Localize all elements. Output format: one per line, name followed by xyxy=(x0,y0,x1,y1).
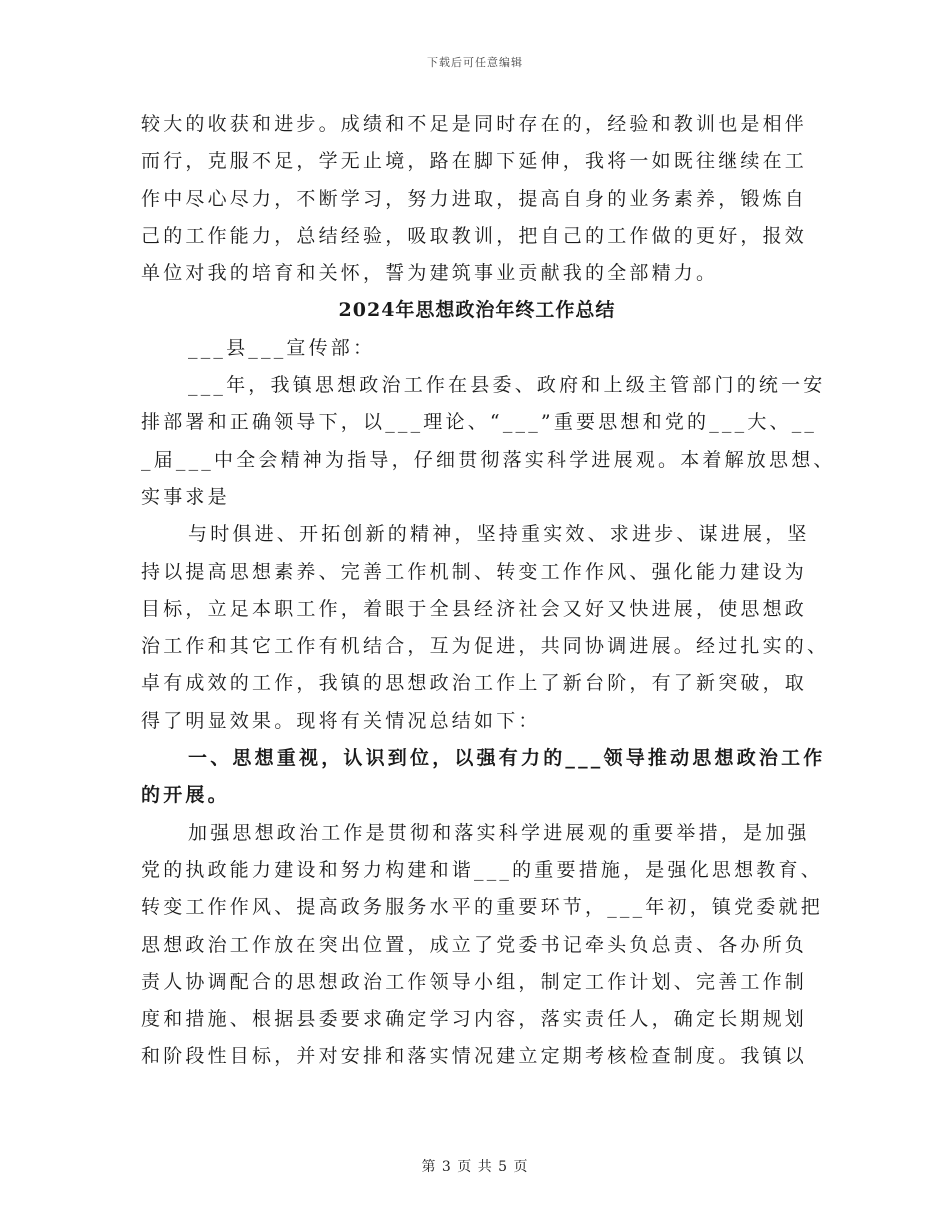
text-line: 己的工作能力，总结经验，吸取教训，把自己的工作做的更好，报效 xyxy=(141,224,808,247)
section-heading-1 xyxy=(141,740,826,815)
text-line: 党的执政能力建设和努力构建和谐___的重要措施，是强化思想教育、 xyxy=(141,858,823,881)
text-line: 排部署和正确领导下，以___理论、“___”重要思想和党的___大、__ xyxy=(141,411,818,434)
text-line: 治工作和其它工作有机结合，互为促进，共同协调进展。经过扎实的、 xyxy=(141,635,830,658)
heading-line: 一、思想重视，认识到位，以强有力的___领导推动思想政治工作 xyxy=(188,747,826,770)
document-body xyxy=(141,106,836,1076)
text-line: 目标，立足本职工作，着眼于全县经济社会又好又快进展，使思想政 xyxy=(141,597,808,620)
text-line: _届___中全会精神为指导，仔细贯彻落实科学进展观。本着解放思想、 xyxy=(141,448,836,471)
text-line: 卓有成效的工作，我镇的思想政治工作上了新台阶，有了新突破，取 xyxy=(141,672,808,695)
heading-line: 的开展。 xyxy=(141,784,230,807)
document-title: 2024年思想政治年终工作总结 xyxy=(338,299,616,322)
text-line: 转变工作作风、提高政务服务水平的重要环节，___年初，镇党委就把 xyxy=(141,896,823,919)
page-header-note: 下载后可任意编辑 xyxy=(427,56,523,69)
salutation: ___县___宣传部： xyxy=(188,336,376,359)
text-line: ___年，我镇思想政治工作在县委、政府和上级主管部门的统一安 xyxy=(188,374,826,397)
text-line: 作中尽心尽力，不断学习，努力进取，提高自身的业务素养，锻炼自 xyxy=(141,187,808,210)
paragraph-principles xyxy=(141,516,830,740)
text-line: 较大的收获和进步。成绩和不足是同时存在的，经验和教训也是相伴 xyxy=(141,113,808,135)
text-line: 持以提高思想素养、完善工作机制、转变工作作风、强化能力建设为 xyxy=(141,560,808,583)
text-line: 加强思想政治工作是贯彻和落实科学进展观的重要举措，是加强 xyxy=(188,821,810,844)
paragraph-section-1 xyxy=(141,815,823,1076)
text-line: 责人协调配合的思想政治工作领导小组，制定工作计划、完善工作制 xyxy=(141,970,808,993)
text-line: 单位对我的培育和关怀，誓为建筑事业贡献我的全部精力。 xyxy=(141,262,719,285)
text-line: 与时俱进、开拓创新的精神，坚持重实效、求进步、谋进展，坚 xyxy=(188,523,810,546)
text-line: 而行，克服不足，学无止境，路在脚下延伸，我将一如既往继续在工 xyxy=(141,150,808,173)
text-line: 度和措施、根据县委要求确定学习内容，落实责任人，确定长期规划 xyxy=(141,1008,808,1031)
text-line: 和阶段性目标，并对安排和落实情况建立定期考核检查制度。我镇以 xyxy=(141,1045,808,1068)
text-line: 得了明显效果。现将有关情况总结如下： xyxy=(141,709,541,732)
text-line: 实事求是 xyxy=(141,485,230,508)
text-line: 思想政治工作放在突出位置，成立了党委书记牵头负总责、各办所负 xyxy=(141,933,808,956)
page-number: 第 3 页 共 5 页 xyxy=(421,1159,529,1175)
previous-section-paragraph xyxy=(141,106,813,292)
paragraph-intro xyxy=(141,367,836,516)
